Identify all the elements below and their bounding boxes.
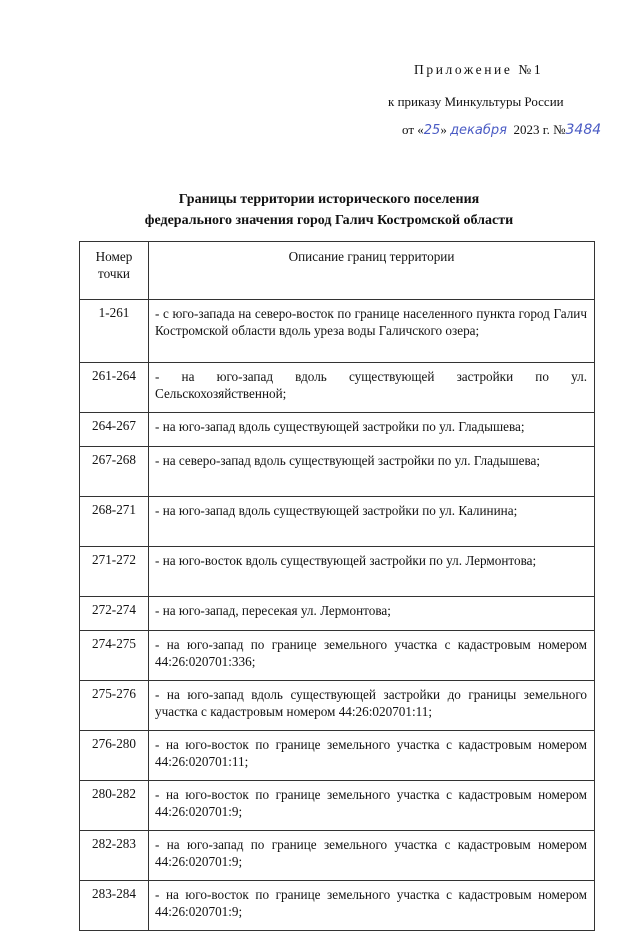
- point-number: 282-283: [80, 831, 149, 881]
- table-row: [80, 547, 595, 597]
- table-row: [80, 363, 595, 413]
- boundary-description: - на юго-восток по границе земельного участка с кадастровым номером 44:26:020701:9;: [149, 781, 595, 831]
- handwritten-day: 25: [423, 123, 441, 138]
- boundary-description: - на юго-запад, пересекая ул. Лермонтова;: [149, 597, 595, 631]
- boundary-description: - на юго-запад вдоль существующей застройки по ул. Калинина;: [149, 497, 595, 547]
- header-point-number: Номер точки: [80, 242, 149, 300]
- date-year: 2023 г. №: [513, 122, 566, 137]
- document-title: [60, 189, 598, 231]
- table-row: [80, 781, 595, 831]
- table-row: [80, 497, 595, 547]
- table-row: [80, 831, 595, 881]
- point-number: 276-280: [80, 731, 149, 781]
- boundary-description: - с юго-запада на северо-восток по границе населенного пункта город Галич Костромской области вдоль уреза воды Галичского озера;: [149, 300, 595, 363]
- order-date-line: [402, 122, 601, 138]
- header-boundary-description: Описание границ территории: [149, 242, 595, 300]
- point-number: 271-272: [80, 547, 149, 597]
- boundary-description: - на юго-восток вдоль существующей застройки по ул. Лермонтова;: [149, 547, 595, 597]
- order-reference: к приказу Минкультуры России: [388, 94, 564, 109]
- point-number: 264-267: [80, 413, 149, 447]
- table-row: [80, 300, 595, 363]
- boundary-description: - на юго-запад по границе земельного участка с кадастровым номером 44:26:020701:336;: [149, 631, 595, 681]
- boundary-description: - на северо-запад вдоль существующей застройки по ул. Гладышева;: [149, 447, 595, 497]
- appendix-label: Приложение №1: [414, 62, 544, 77]
- title-line-2: федерального значения город Галич Костромской области: [144, 213, 514, 228]
- table-row: [80, 597, 595, 631]
- boundaries-table: [79, 241, 595, 931]
- boundary-description: - на юго-восток по границе земельного участка с кадастровым номером 44:26:020701:11;: [149, 731, 595, 781]
- point-number: 272-274: [80, 597, 149, 631]
- boundary-description: - на юго-запад вдоль существующей застройки до границы земельного участка с кадастровым номером 44:26:020701:11;: [149, 681, 595, 731]
- point-number: 280-282: [80, 781, 149, 831]
- table-row: [80, 881, 595, 931]
- point-number: 261-264: [80, 363, 149, 413]
- date-quote: »: [440, 122, 447, 137]
- date-prefix: от «: [402, 122, 424, 137]
- table-row: [80, 681, 595, 731]
- point-number: 283-284: [80, 881, 149, 931]
- table-row: [80, 413, 595, 447]
- point-number: 267-268: [80, 447, 149, 497]
- table-header-row: [80, 242, 595, 300]
- boundary-description: - на юго-запад вдоль существующей застройки по ул. Сельскохозяйственной;: [149, 363, 595, 413]
- point-number: 275-276: [80, 681, 149, 731]
- handwritten-month: декабря: [450, 123, 507, 138]
- boundary-description: - на юго-запад вдоль существующей застройки по ул. Гладышева;: [149, 413, 595, 447]
- point-number: 274-275: [80, 631, 149, 681]
- handwritten-order-number: 3484: [565, 122, 602, 138]
- table-row: [80, 447, 595, 497]
- boundary-description: - на юго-запад по границе земельного участка с кадастровым номером 44:26:020701:9;: [149, 831, 595, 881]
- table-row: [80, 631, 595, 681]
- point-number: 1-261: [80, 300, 149, 363]
- boundary-description: - на юго-восток по границе земельного участка с кадастровым номером 44:26:020701:9;: [149, 881, 595, 931]
- point-number: 268-271: [80, 497, 149, 547]
- title-line-1: Границы территории исторического поселения: [178, 192, 480, 207]
- table-row: [80, 731, 595, 781]
